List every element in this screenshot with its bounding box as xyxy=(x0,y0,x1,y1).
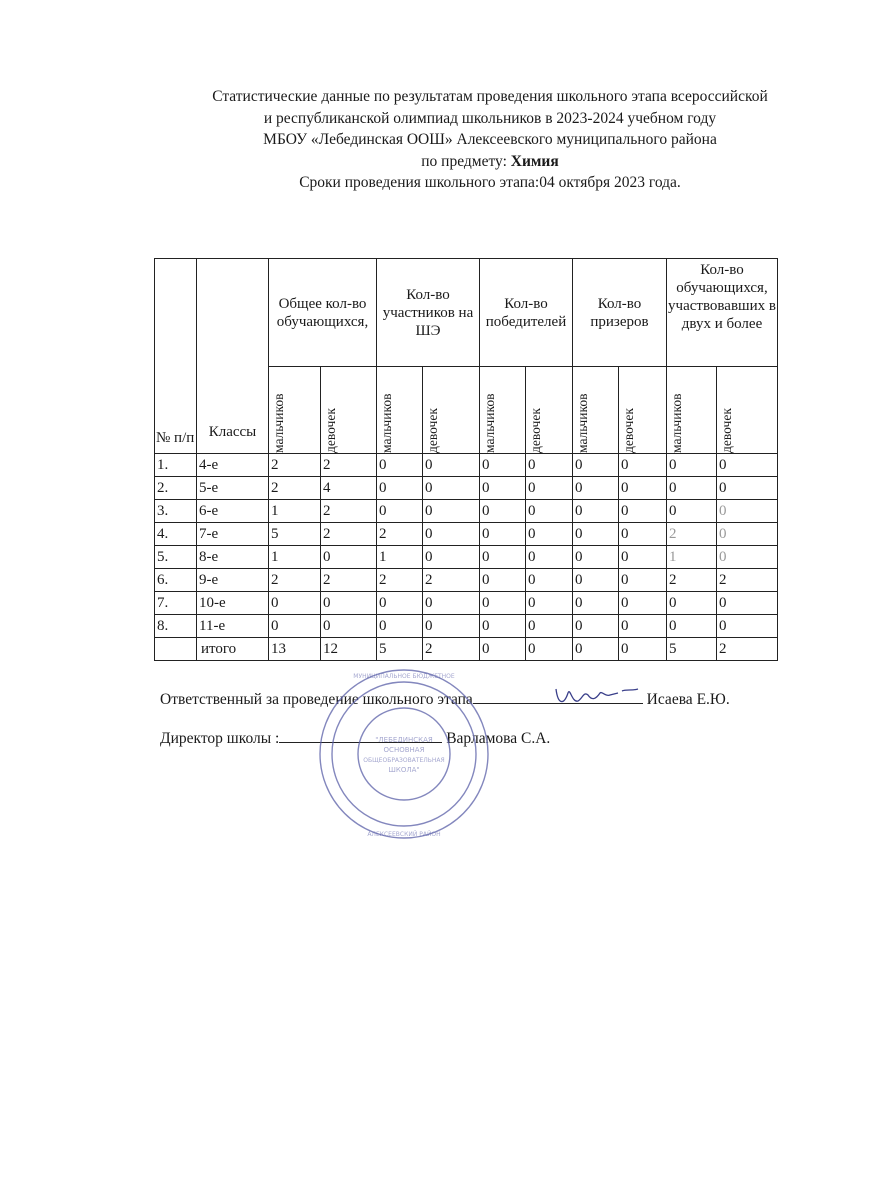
svg-text:АЛЕКСЕЕВСКИЙ РАЙОН: АЛЕКСЕЕВСКИЙ РАЙОН xyxy=(367,831,441,838)
cell-value: 0 xyxy=(573,523,619,546)
row-number: 8. xyxy=(155,615,197,638)
table-row xyxy=(155,477,778,500)
cell-value: 0 xyxy=(573,500,619,523)
cell-value: 0 xyxy=(321,546,377,569)
row-class: 11-е xyxy=(197,615,269,638)
cell-value: 0 xyxy=(269,615,321,638)
cell-value: 0 xyxy=(573,569,619,592)
svg-text:"ЛЕБЕДИНСКАЯ: "ЛЕБЕДИНСКАЯ xyxy=(375,736,433,744)
cell-value: 0 xyxy=(526,454,573,477)
cell-value: 2 xyxy=(321,523,377,546)
cell-value: 0 xyxy=(423,454,480,477)
cell-value: 0 xyxy=(667,500,717,523)
cell-value: 0 xyxy=(573,638,619,661)
cell-value: 0 xyxy=(526,523,573,546)
row-number xyxy=(155,638,197,661)
column-header-classes: Классы xyxy=(197,259,269,454)
cell-value: 2 xyxy=(717,569,778,592)
subheader-girls: девочек xyxy=(619,367,667,454)
svg-text:МУНИЦИПАЛЬНОЕ БЮДЖЕТНОЕ: МУНИЦИПАЛЬНОЕ БЮДЖЕТНОЕ xyxy=(353,673,455,680)
cell-value: 0 xyxy=(377,477,423,500)
subheader-girls: девочек xyxy=(717,367,778,454)
director-name: Варламова С.А. xyxy=(446,730,551,747)
cell-value: 0 xyxy=(619,477,667,500)
cell-value: 0 xyxy=(423,523,480,546)
cell-value: 1 xyxy=(269,500,321,523)
subject-prefix: по предмету: xyxy=(421,152,511,170)
row-number: 7. xyxy=(155,592,197,615)
row-number: 2. xyxy=(155,477,197,500)
cell-value: 0 xyxy=(619,569,667,592)
cell-value: 0 xyxy=(573,454,619,477)
header-line-2: и республиканской олимпиад школьников в 2023-2024 учебном году xyxy=(263,109,717,127)
cell-value: 1 xyxy=(269,546,321,569)
cell-value: 0 xyxy=(667,454,717,477)
cell-value: 0 xyxy=(619,454,667,477)
cell-value: 2 xyxy=(269,477,321,500)
cell-value: 0 xyxy=(526,592,573,615)
cell-value: 0 xyxy=(717,546,778,569)
cell-value: 2 xyxy=(269,454,321,477)
cell-value: 0 xyxy=(619,500,667,523)
cell-value: 0 xyxy=(526,615,573,638)
cell-value: 0 xyxy=(480,523,526,546)
cell-value: 0 xyxy=(526,546,573,569)
row-number: 4. xyxy=(155,523,197,546)
subheader-girls: девочек xyxy=(321,367,377,454)
cell-value: 2 xyxy=(321,500,377,523)
statistics-table xyxy=(154,258,778,661)
total-row xyxy=(155,638,778,661)
group-header-multiple: Кол-во обучающихся, участвовавших в двух и более xyxy=(667,259,778,367)
row-class: 10-е xyxy=(197,592,269,615)
row-class: 4-е xyxy=(197,454,269,477)
cell-value: 0 xyxy=(526,569,573,592)
cell-value: 4 xyxy=(321,477,377,500)
cell-value: 0 xyxy=(619,592,667,615)
row-class: 7-е xyxy=(197,523,269,546)
cell-value: 0 xyxy=(717,477,778,500)
cell-value: 0 xyxy=(573,592,619,615)
cell-value: 0 xyxy=(619,638,667,661)
cell-value: 1 xyxy=(377,546,423,569)
cell-value: 0 xyxy=(480,546,526,569)
cell-value: 2 xyxy=(423,569,480,592)
table-row xyxy=(155,592,778,615)
svg-text:ШКОЛА": ШКОЛА" xyxy=(388,766,420,774)
director-label: Директор школы : xyxy=(160,730,280,747)
cell-value: 5 xyxy=(667,638,717,661)
cell-value: 5 xyxy=(269,523,321,546)
row-class: 6-е xyxy=(197,500,269,523)
cell-value: 0 xyxy=(717,523,778,546)
responsible-label: Ответственный за проведение школьного этапа xyxy=(160,691,473,708)
subheader-boys: мальчиков xyxy=(667,367,717,454)
cell-value: 2 xyxy=(321,569,377,592)
cell-value: 0 xyxy=(480,454,526,477)
cell-value: 12 xyxy=(321,638,377,661)
cell-value: 2 xyxy=(377,523,423,546)
cell-value: 0 xyxy=(717,615,778,638)
table-row xyxy=(155,615,778,638)
header-line-4 xyxy=(100,151,873,173)
cell-value: 0 xyxy=(480,569,526,592)
handwritten-signature xyxy=(552,683,642,709)
table-row xyxy=(155,454,778,477)
cell-value: 2 xyxy=(667,569,717,592)
table-row xyxy=(155,500,778,523)
group-header-participants: Кол-во участников на ШЭ xyxy=(377,259,480,367)
table-row xyxy=(155,569,778,592)
group-header-prizewinners: Кол-во призеров xyxy=(573,259,667,367)
cell-value: 0 xyxy=(667,615,717,638)
subheader-boys: мальчиков xyxy=(480,367,526,454)
cell-value: 0 xyxy=(526,638,573,661)
cell-value: 0 xyxy=(377,454,423,477)
cell-value: 0 xyxy=(269,592,321,615)
cell-value: 0 xyxy=(619,523,667,546)
row-class: 9-е xyxy=(197,569,269,592)
subject-name: Химия xyxy=(510,152,559,170)
row-class: итого xyxy=(197,638,269,661)
cell-value: 2 xyxy=(321,454,377,477)
cell-value: 0 xyxy=(526,477,573,500)
cell-value: 0 xyxy=(423,615,480,638)
cell-value: 0 xyxy=(423,500,480,523)
table-row xyxy=(155,546,778,569)
subheader-boys: мальчиков xyxy=(573,367,619,454)
cell-value: 0 xyxy=(423,546,480,569)
responsible-name: Исаева Е.Ю. xyxy=(646,691,730,708)
subheader-boys: мальчиков xyxy=(377,367,423,454)
cell-value: 0 xyxy=(480,638,526,661)
cell-value: 0 xyxy=(526,500,573,523)
cell-value: 0 xyxy=(480,592,526,615)
table-row xyxy=(155,523,778,546)
row-number: 5. xyxy=(155,546,197,569)
row-number: 6. xyxy=(155,569,197,592)
row-class: 5-е xyxy=(197,477,269,500)
school-seal xyxy=(316,666,492,842)
cell-value: 0 xyxy=(619,546,667,569)
header-line-5: Сроки проведения школьного этапа:04 октября 2023 года. xyxy=(299,174,681,191)
group-header-total: Общее кол-во обучающихся, xyxy=(269,259,377,367)
column-header-number: № п/п xyxy=(155,259,197,454)
cell-value: 2 xyxy=(667,523,717,546)
subheader-girls: девочек xyxy=(423,367,480,454)
row-number: 1. xyxy=(155,454,197,477)
cell-value: 0 xyxy=(321,592,377,615)
cell-value: 0 xyxy=(573,477,619,500)
svg-text:ОБЩЕОБРАЗОВАТЕЛЬНАЯ: ОБЩЕОБРАЗОВАТЕЛЬНАЯ xyxy=(363,757,445,764)
subheader-girls: девочек xyxy=(526,367,573,454)
cell-value: 0 xyxy=(377,615,423,638)
cell-value: 0 xyxy=(377,592,423,615)
cell-value: 5 xyxy=(377,638,423,661)
row-number: 3. xyxy=(155,500,197,523)
cell-value: 0 xyxy=(717,500,778,523)
cell-value: 13 xyxy=(269,638,321,661)
header-line-1: Статистические данные по результатам проведения школьного этапа всероссийской xyxy=(212,88,768,105)
cell-value: 0 xyxy=(573,546,619,569)
cell-value: 0 xyxy=(321,615,377,638)
cell-value: 0 xyxy=(480,615,526,638)
cell-value: 0 xyxy=(423,477,480,500)
cell-value: 2 xyxy=(269,569,321,592)
row-class: 8-е xyxy=(197,546,269,569)
cell-value: 0 xyxy=(667,592,717,615)
cell-value: 2 xyxy=(423,638,480,661)
cell-value: 0 xyxy=(573,615,619,638)
cell-value: 2 xyxy=(377,569,423,592)
cell-value: 0 xyxy=(619,615,667,638)
group-header-winners: Кол-во победителей xyxy=(480,259,573,367)
cell-value: 2 xyxy=(717,638,778,661)
cell-value: 0 xyxy=(480,477,526,500)
document-header xyxy=(100,86,873,194)
cell-value: 0 xyxy=(667,477,717,500)
cell-value: 0 xyxy=(377,500,423,523)
cell-value: 0 xyxy=(717,592,778,615)
header-line-3: МБОУ «Лебединская ООШ» Алексеевского муниципального района xyxy=(263,131,717,148)
cell-value: 0 xyxy=(423,592,480,615)
svg-text:ОСНОВНАЯ: ОСНОВНАЯ xyxy=(383,746,425,754)
subheader-boys: мальчиков xyxy=(269,367,321,454)
cell-value: 0 xyxy=(717,454,778,477)
cell-value: 0 xyxy=(480,500,526,523)
cell-value: 1 xyxy=(667,546,717,569)
